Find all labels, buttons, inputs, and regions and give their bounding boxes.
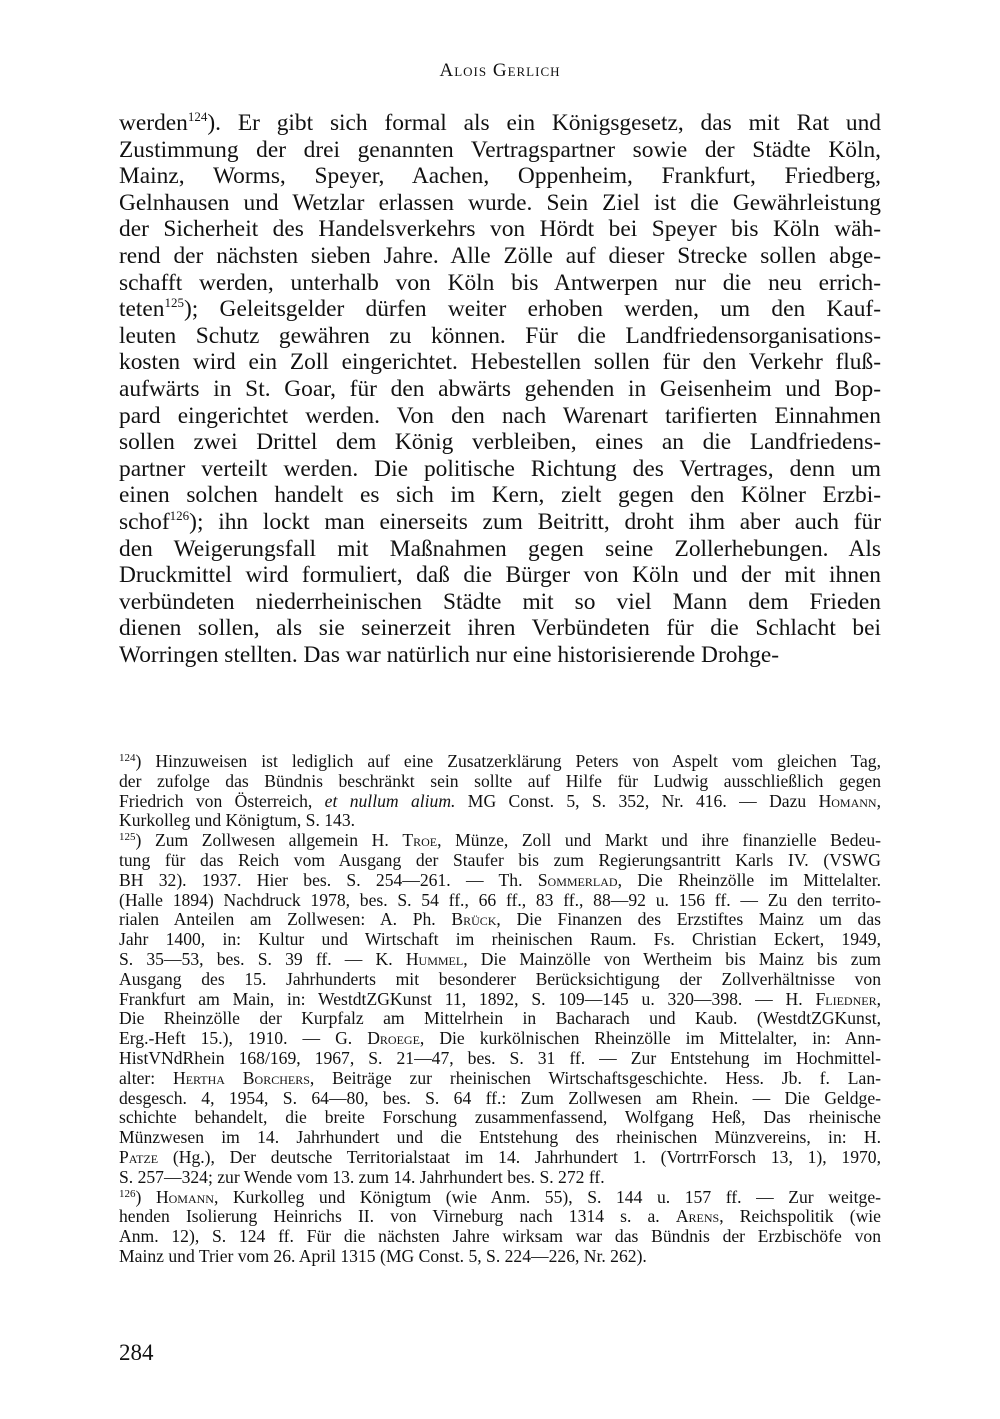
footnote-line bbox=[119, 831, 881, 851]
footnote-mark: 124 bbox=[119, 752, 136, 764]
body-line-text: den Weigerungsfall mit Maßnahmen gegen seine Zollerhebungen. Als bbox=[119, 535, 881, 562]
body-line bbox=[119, 349, 881, 376]
body-line-text: kosten wird ein Zoll eingerichtet. Hebestellen sollen für den Verkehr fluß- bbox=[119, 349, 881, 376]
body-line bbox=[119, 642, 881, 669]
body-line bbox=[119, 110, 881, 137]
footnote-text: schichte behandelt, die breite Forschung zusammenfassend, Wolfgang Heß, Das rheinische bbox=[119, 1107, 881, 1128]
footnote-text: henden Isolierung Heinrichs II. von Virneburg nach 1314 s. a. bbox=[119, 1206, 676, 1227]
footnote-line bbox=[119, 1188, 881, 1208]
body-line-text: Druckmittel wird formuliert, daß die Bürger von Köln und der mit ihnen bbox=[119, 562, 881, 589]
footnotes bbox=[119, 752, 881, 1267]
footnote-text: Frankfurt am Main, in: WestdtZGKunst 11, 1892, S. 109—145 u. 320—398. — H. bbox=[119, 988, 816, 1009]
footnote-text: , Die Finanzen des Erzstiftes Mainz um das bbox=[496, 909, 881, 930]
footnote-line bbox=[119, 1089, 881, 1109]
footnote-text: , Reichspolitik (wie bbox=[719, 1206, 881, 1227]
footnote-line bbox=[119, 990, 881, 1010]
running-head: Alois Gerlich bbox=[439, 60, 561, 81]
body-line bbox=[119, 216, 881, 243]
body-line bbox=[119, 163, 881, 190]
body-line-text: Zustimmung der drei genannten Vertragspartner sowie der Städte Köln, bbox=[119, 136, 881, 163]
footnote-line bbox=[119, 1029, 881, 1049]
footnote-text: Münzwesen im 14. Jahrhundert und die Entstehung des rheinischen Münzvereins, in: H. bbox=[119, 1127, 881, 1148]
body-line-text: Worringen stellten. Das war natürlich nur eine historisierende Drohge- bbox=[119, 641, 779, 668]
body-line bbox=[119, 509, 881, 536]
footnote-text: , bbox=[876, 988, 881, 1009]
footnote-text: Jahr 1400, in: Kultur und Wirtschaft im rheinischen Raum. Fs. Christian Eckert, 1949, bbox=[119, 929, 881, 950]
footnote-text: BH 32). 1937. Hier bes. S. 254—261. — Th. bbox=[119, 869, 538, 890]
body-line-text: ); Geleitsgelder dürfen weiter erhoben werden, um den Kauf- bbox=[183, 296, 881, 323]
body-line bbox=[119, 137, 881, 164]
body-line-text: ). Er gibt sich formal als ein Königsgesetz, das mit Rat und bbox=[207, 110, 881, 136]
footnote-mark: 126 bbox=[119, 1187, 136, 1200]
body-line-text: partner verteilt werden. Die politische Richtung des Vertrages, denn um bbox=[119, 455, 881, 482]
author-name: Droege bbox=[367, 1028, 420, 1049]
footnote-text: , Die Mainzölle von Wertheim bis Mainz bis zum bbox=[463, 948, 881, 969]
page-number: 284 bbox=[119, 1340, 154, 1365]
footnote-line bbox=[119, 1128, 881, 1148]
footnote-text: Mainz und Trier vom 26. April 1315 (MG Const. 5, S. 224—226, Nr. 262). bbox=[119, 1245, 647, 1266]
footnote-line bbox=[119, 1168, 881, 1188]
footnote-line bbox=[119, 950, 881, 970]
body-line bbox=[119, 482, 881, 509]
footnote-124 bbox=[119, 752, 881, 831]
footnote-line bbox=[119, 1207, 881, 1227]
footnote-reference: 124 bbox=[187, 109, 208, 124]
body-line bbox=[119, 615, 881, 642]
footnote-mark: 125 bbox=[119, 831, 136, 844]
footnote-text: Anm. 12), S. 124 ff. Für die nächsten Jahre wirksam war das Bündnis der Erzbischöfe von bbox=[119, 1226, 881, 1247]
footnote-line bbox=[119, 792, 881, 812]
footnote-line bbox=[119, 1049, 881, 1069]
footnote-text: ) Hinzuweisen ist lediglich auf eine Zusatzerklärung Peters von Aspelt vom gleichen Tag, bbox=[135, 751, 881, 771]
footnote-text: S. 257—324; zur Wende vom 13. zum 14. Jahrhundert bes. S. 272 ff. bbox=[119, 1166, 605, 1187]
footnote-text: Kurkolleg und Königtum, S. 143. bbox=[119, 810, 356, 831]
footnote-text: (Hg.), Der deutsche Territorialstaat im 14. Jahrhundert 1. (VortrrForsch 13, 1), 1970, bbox=[158, 1146, 881, 1167]
body-line-text: teten bbox=[119, 296, 165, 323]
footnote-text: alter: bbox=[119, 1067, 173, 1088]
author-name: Hertha Borchers bbox=[172, 1067, 310, 1088]
footnote-text: ) bbox=[135, 1186, 156, 1207]
footnote-text: der zufolge das Bündnis beschränkt sein sollte auf Hilfe für Ludwig ausschließlich gegen bbox=[119, 770, 881, 791]
footnote-line bbox=[119, 910, 881, 930]
body-line-text: schof bbox=[119, 508, 170, 535]
body-line-text: dienen sollen, als sie seinerzeit ihren Verbündeten für die Schlacht bei bbox=[119, 615, 881, 642]
body-line bbox=[119, 456, 881, 483]
body-line-text: verbündeten niederrheinischen Städte mit so viel Mann dem Frieden bbox=[119, 588, 881, 615]
footnote-line bbox=[119, 1247, 881, 1267]
body-line bbox=[119, 190, 881, 217]
footnote-line bbox=[119, 970, 881, 990]
footnote-text: S. 35—53, bes. S. 39 ff. — K. bbox=[119, 948, 406, 969]
footnote-line bbox=[119, 752, 881, 772]
body-line-text: aufwärts in St. Goar, für den abwärts gehenden in Geisenheim und Bop- bbox=[119, 375, 881, 402]
footnote-text: ) Zum Zollwesen allgemein H. bbox=[135, 830, 403, 851]
footnote-text: , bbox=[876, 790, 882, 811]
footnote-text: , Kurkolleg und Königtum (wie Anm. 55), S. 144 u. 157 ff. — Zur weitge- bbox=[213, 1186, 881, 1207]
footnote-text: Ausgang des 15. Jahrhunderts mit besonderer Berücksichtigung der Zollverhältnisse von bbox=[119, 968, 881, 989]
body-line-text: Gelnhausen und Wetzlar erlassen wurde. Sein Ziel ist die Gewährleistung bbox=[119, 189, 881, 216]
body-line-text: pard eingerichtet werden. Von den nach Warenart tarifierten Einnahmen bbox=[119, 402, 881, 429]
body-line bbox=[119, 589, 881, 616]
footnote-text: Erg.-Heft 15.), 1910. — G. bbox=[119, 1028, 368, 1049]
author-name: Hummel bbox=[405, 948, 464, 969]
body-line-text: Mainz, Worms, Speyer, Aachen, Oppenheim, Frankfurt, Friedberg, bbox=[119, 163, 881, 190]
body-line bbox=[119, 296, 881, 323]
footnote-reference: 126 bbox=[169, 507, 190, 523]
author-name: Troe bbox=[402, 830, 438, 851]
body-line bbox=[119, 376, 881, 403]
footnote-line bbox=[119, 1227, 881, 1247]
body-text bbox=[119, 110, 881, 668]
footnote-text: (Halle 1894) Nachdruck 1978, bes. S. 54 ff., 66 ff., 83 ff., 88—92 u. 156 ff. — Zu den territo- bbox=[119, 889, 881, 910]
footnote-text: Friedrich von Österreich, bbox=[119, 790, 325, 811]
body-line bbox=[119, 429, 881, 456]
footnote-text: Die Rheinzölle der Kurpfalz am Mittelrhein in Bacharach und Kaub. (WestdtZGKunst, bbox=[119, 1008, 881, 1029]
author-name: Fliedner bbox=[815, 988, 877, 1009]
body-line bbox=[119, 270, 881, 297]
footnote-line bbox=[119, 811, 881, 831]
footnote-text: , Münze, Zoll und Markt und ihre finanzielle Bedeu- bbox=[437, 830, 881, 851]
footnote-text: rialen Anteilen am Zollwesen: A. Ph. bbox=[119, 909, 452, 930]
body-line-text: werden bbox=[119, 110, 188, 136]
body-line bbox=[119, 243, 881, 270]
footnote-line bbox=[119, 1069, 881, 1089]
body-line bbox=[119, 403, 881, 430]
footnote-line bbox=[119, 772, 881, 792]
body-line-text: einen solchen handelt es sich im Kern, zielt gegen den Kölner Erzbi- bbox=[119, 482, 881, 509]
footnote-line bbox=[119, 851, 881, 871]
footnote-text: et nullum alium. bbox=[324, 790, 456, 811]
body-line-text: rend der nächsten sieben Jahre. Alle Zölle auf dieser Strecke sollen abge- bbox=[119, 242, 881, 269]
footnote-line bbox=[119, 891, 881, 911]
footnote-126 bbox=[119, 1188, 881, 1267]
author-name: Brück bbox=[451, 909, 497, 930]
footnote-text: tung für das Reich vom Ausgang der Staufer bis zum Regierungsantritt Karls IV. (VSWG bbox=[119, 849, 881, 870]
footnote-line bbox=[119, 1108, 881, 1128]
body-line-text: sollen zwei Drittel dem König verbleiben, eines an die Landfriedens- bbox=[119, 429, 881, 456]
footnote-text: , Die kurkölnischen Rheinzölle im Mittelalter, in: Ann- bbox=[419, 1028, 881, 1049]
body-line bbox=[119, 323, 881, 350]
author-name: Patze bbox=[119, 1146, 159, 1167]
footnote-text: HistVNdRhein 168/169, 1967, S. 21—47, bes. S. 31 ff. — Zur Entstehung im Hochmittel- bbox=[119, 1047, 881, 1068]
body-line-text: ); ihn lockt man einerseits zum Beitritt, droht ihm aber auch für bbox=[189, 508, 881, 535]
footnote-line bbox=[119, 1009, 881, 1029]
footnote-line bbox=[119, 871, 881, 891]
footnote-text: desgesch. 4, 1954, S. 64—80, bes. S. 64 ff.: Zum Zollwesen am Rhein. — Die Geldge- bbox=[119, 1087, 881, 1108]
body-line-text: der Sicherheit des Handelsverkehrs von Hördt bei Speyer bis Köln wäh- bbox=[119, 216, 881, 243]
author-name: Arens bbox=[675, 1206, 720, 1227]
footnote-125 bbox=[119, 831, 881, 1187]
body-line bbox=[119, 536, 881, 563]
author-name: Sommerlad bbox=[537, 869, 618, 890]
body-line bbox=[119, 562, 881, 589]
author-name: Homann bbox=[155, 1186, 214, 1207]
footnote-reference: 125 bbox=[164, 295, 184, 311]
footnote-text: , Beiträge zur rheinischen Wirtschaftsgeschichte. Hess. Jb. f. Lan- bbox=[309, 1067, 881, 1088]
body-line-text: leuten Schutz gewähren zu können. Für die Landfriedensorganisations- bbox=[119, 322, 881, 349]
footnote-text: , Die Rheinzölle im Mittelalter. bbox=[617, 869, 881, 890]
author-name: Homann bbox=[818, 790, 877, 811]
footnote-text: MG Const. 5, S. 352, Nr. 416. — Dazu bbox=[455, 790, 819, 811]
footnote-line bbox=[119, 1148, 881, 1168]
body-line-text: schafft werden, unterhalb von Köln bis Antwerpen nur die neu errich- bbox=[119, 269, 881, 296]
footnote-line bbox=[119, 930, 881, 950]
